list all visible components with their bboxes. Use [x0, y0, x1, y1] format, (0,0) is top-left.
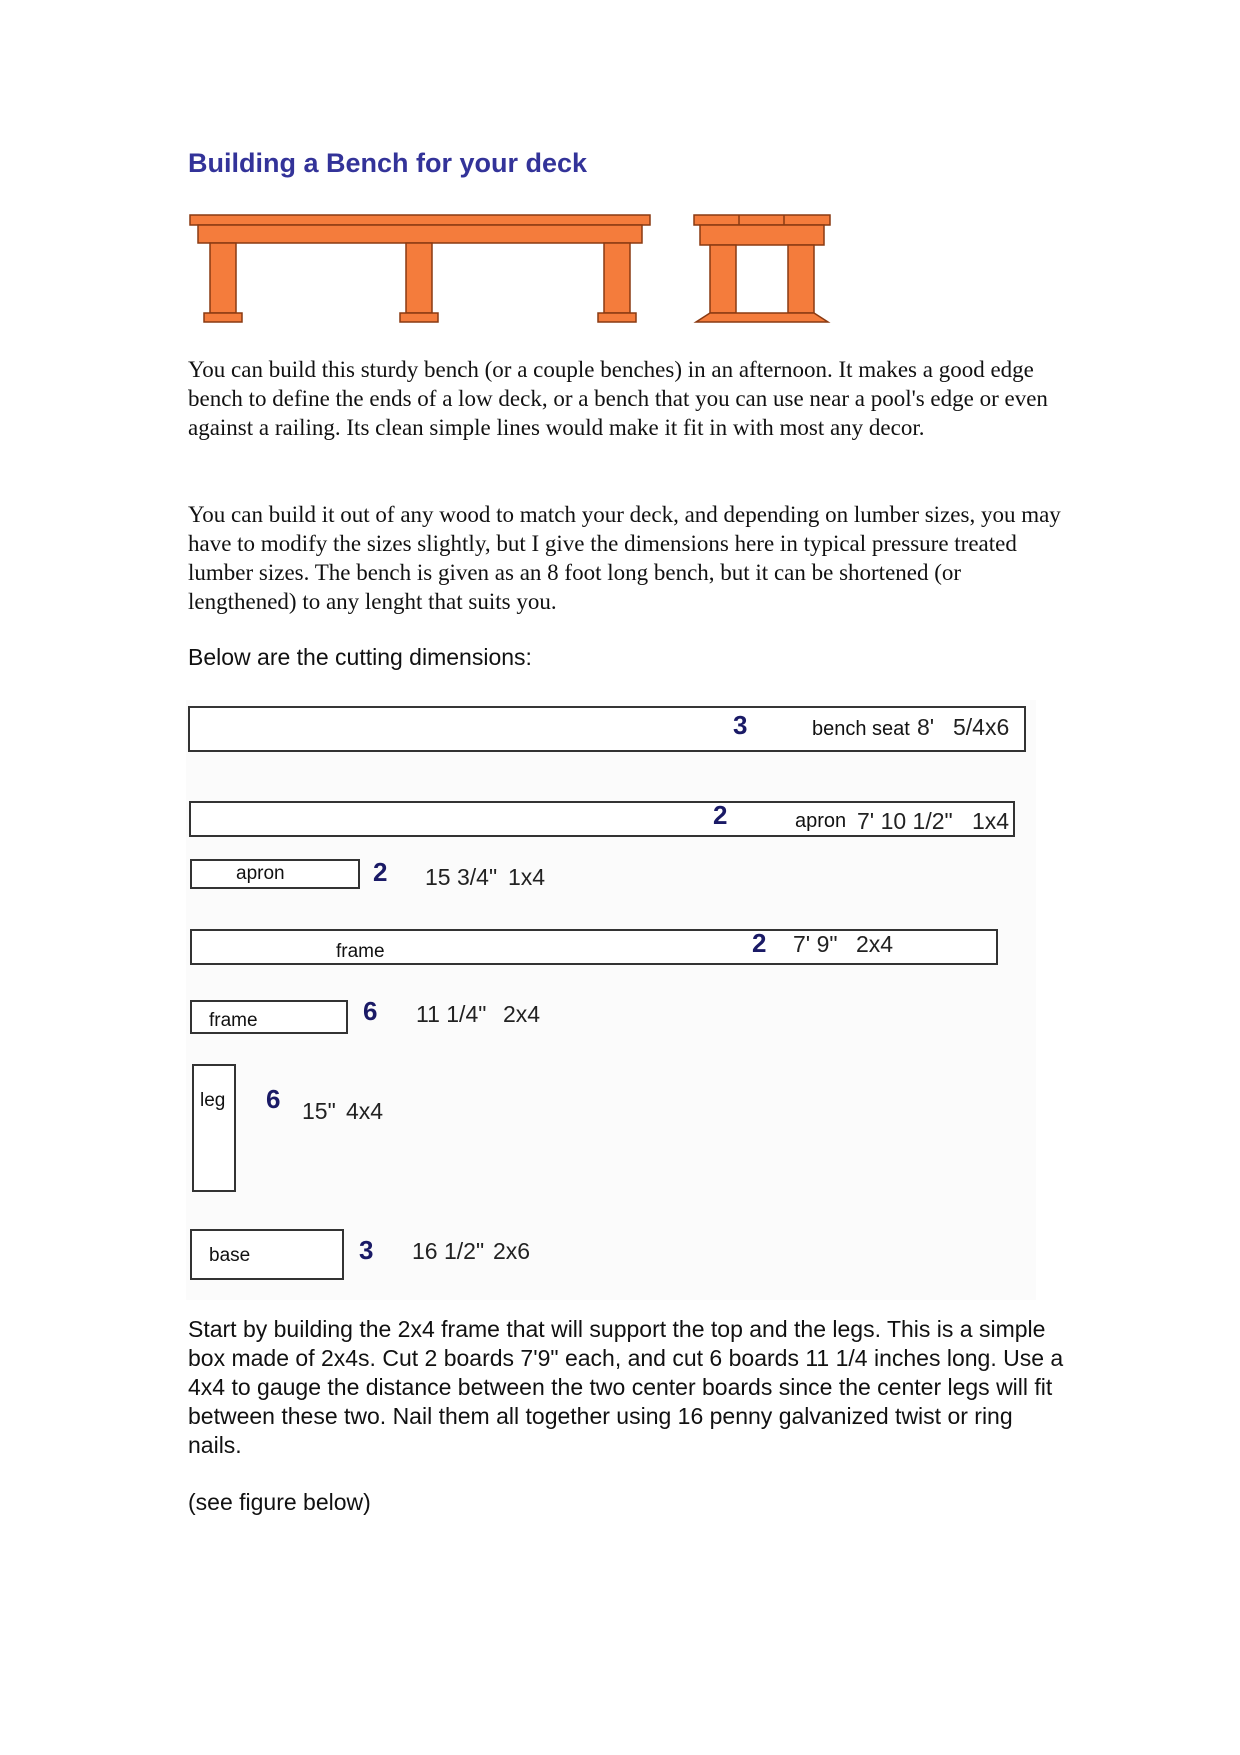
cut-long-frame-label: frame [336, 941, 385, 962]
cut-leg-size: 4x4 [346, 1098, 384, 1124]
see-figure-note: (see figure below) [188, 1489, 371, 1515]
cut-bench-seat-size: 5/4x6 [953, 714, 1010, 740]
cut-short-frame-length: 11 1/4" [416, 1001, 487, 1027]
cut-base-qty: 3 [359, 1235, 374, 1265]
cut-long-frame-qty: 2 [752, 928, 767, 958]
cut-short-frame-label: frame [209, 1010, 258, 1031]
cut-short-apron-label: apron [236, 863, 285, 884]
instructions-paragraph: Start by building the 2x4 frame that will support the top and the legs. This is a simple box made of 2x4s. Cut 2 boards 7'9" each, and cut 6 boards 11 1/4 inches long. Use a 4x4 to gauge the distance between the two center boards since the center legs will fit between these two. Nail them all together using 16 penny galvanized twist or ring nails. [188, 1316, 1064, 1458]
cut-base-size: 2x6 [493, 1238, 531, 1264]
cut-long-apron-qty: 2 [713, 800, 728, 830]
cut-leg-qty: 6 [266, 1084, 281, 1114]
cut-short-apron-size: 1x4 [508, 864, 546, 890]
cut-leg-board [192, 1064, 236, 1192]
page-title: Building a Bench for your deck [188, 148, 588, 178]
bench-side-view [190, 215, 650, 322]
cut-short-apron-length: 15 3/4" [425, 864, 498, 890]
cut-long-apron-length: 7' 10 1/2" [857, 808, 953, 834]
bench-end-view [694, 215, 830, 322]
cut-short-frame-size: 2x4 [503, 1001, 541, 1027]
intro-paragraph: You can build this sturdy bench (or a couple benches) in an afternoon. It makes a good edge bench to define the ends of a low deck, or a bench that you can use near a pool's edge or even against a railing. Its clean simple lines would make it fit in with most any decor. [188, 357, 1048, 440]
cut-base-label: base [209, 1245, 251, 1266]
cutting-intro: Below are the cutting dimensions: [188, 644, 532, 670]
cut-short-apron-qty: 2 [373, 857, 388, 887]
cut-bench-seat-length: 8' [917, 714, 935, 740]
cut-long-apron-size: 1x4 [972, 808, 1010, 834]
bench-illustration [186, 210, 836, 330]
cut-long-frame-size: 2x4 [856, 931, 894, 957]
cut-bench-seat-name: bench seat [812, 718, 910, 740]
cut-base-length: 16 1/2" [412, 1238, 485, 1264]
cut-short-frame-qty: 6 [363, 996, 378, 1026]
cut-bench-seat-qty: 3 [733, 710, 748, 740]
lumber-paragraph: You can build it out of any wood to match your deck, and depending on lumber sizes, you may have to modify the sizes slightly, but I give the dimensions here in typical pressure treated lumber sizes. The bench is given as an 8 foot long bench, but it can be shortened (or lengthened) to any lenght that suits you. [188, 502, 1061, 614]
cut-long-apron-name: apron [795, 810, 847, 832]
cut-leg-label: leg [200, 1090, 226, 1111]
cut-long-frame-length: 7' 9" [793, 931, 838, 957]
cut-leg-length: 15" [302, 1098, 336, 1124]
